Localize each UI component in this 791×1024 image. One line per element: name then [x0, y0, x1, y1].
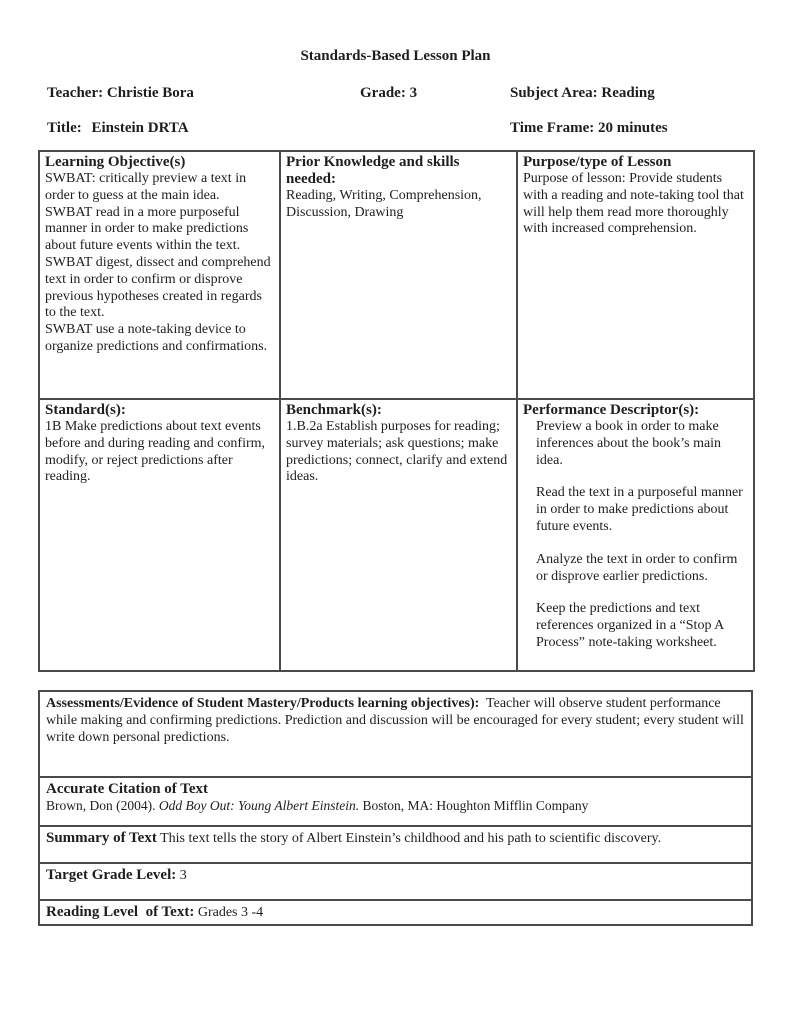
performance-descriptor-item: Read the text in a purposeful manner in order to make predictions about future events.: [536, 485, 743, 534]
time-frame-label: Time Frame:: [510, 120, 595, 136]
learning-objectives-cell: [39, 151, 280, 399]
subject-area-label: Subject Area:: [510, 85, 598, 101]
teacher-label: Teacher:: [47, 85, 104, 101]
assessments-label: Assessments/Evidence of Student Mastery/Products learning objectives):: [46, 695, 480, 711]
main-lesson-table: [38, 150, 755, 672]
info-row-2: [0, 120, 791, 135]
learning-objective-line: SWBAT use a note-taking device to organize predictions and confirmations.: [45, 322, 268, 354]
target-grade-value: 3: [176, 867, 187, 883]
summary-text: [46, 830, 745, 847]
purpose-cell: [517, 151, 754, 399]
purpose-heading: Purpose/type of Lesson: [523, 154, 672, 170]
citation-book-title: Odd Boy Out: Young Albert Einstein.: [158, 797, 360, 813]
reading-level-text: [46, 904, 745, 921]
citation-pre: Brown, Don (2004).: [46, 797, 159, 813]
reading-level-label: Reading Level of Text:: [46, 903, 195, 920]
reading-level-cell: [39, 900, 752, 925]
reading-level-value: Grades 3 -4: [194, 904, 264, 920]
grade-field: [360, 85, 417, 102]
learning-objective-line: SWBAT: critically preview a text in order to guess at the main idea.: [45, 171, 247, 203]
grade-value: 3: [409, 85, 418, 101]
learning-objectives-heading: Learning Objective(s): [45, 154, 186, 170]
table-row: [39, 863, 752, 900]
target-grade-cell: [39, 863, 752, 900]
learning-objective-line: SWBAT read in a more purposeful manner in order to make predictions about future events within the text.: [45, 204, 249, 254]
performance-descriptors-heading: Performance Descriptor(s):: [523, 402, 700, 418]
subject-area-value: Reading: [601, 85, 655, 101]
table-row: [39, 900, 752, 925]
summary-cell: [39, 826, 752, 863]
table-row: [39, 691, 752, 777]
prior-knowledge-cell: [280, 151, 517, 399]
prior-knowledge-heading: Prior Knowledge and skills needed:: [286, 154, 460, 187]
lesson-title-label: Title:: [47, 120, 82, 136]
table-row: [39, 399, 754, 671]
standards-cell: [39, 399, 280, 671]
purpose-body: Purpose of lesson: Provide students with a reading and note-taking tool that will help them read more thoroughly with increased comprehension.: [523, 171, 744, 237]
details-table: [38, 690, 753, 926]
assessments-text: [46, 695, 748, 746]
benchmarks-heading: Benchmark(s):: [286, 402, 382, 418]
target-grade-label: Target Grade Level:: [46, 866, 177, 883]
benchmarks-cell: [280, 399, 517, 671]
performance-descriptors-cell: [517, 399, 754, 671]
prior-knowledge-body: Reading, Writing, Comprehension, Discussion, Drawing: [286, 188, 482, 220]
info-row-1: [0, 85, 791, 100]
citation-post: Boston, MA: Houghton Mifflin Company: [359, 797, 589, 813]
assessments-cell: [39, 691, 752, 777]
citation-cell: [39, 777, 752, 826]
standards-body: 1B Make predictions about text events before and during reading and confirm, modify, or reject predictions after reading.: [45, 419, 266, 485]
table-row: [39, 151, 754, 399]
table-row: [39, 777, 752, 826]
teacher-field: [47, 85, 194, 102]
time-frame-field: [510, 120, 668, 137]
citation-text: [46, 798, 745, 814]
performance-descriptor-item: Analyze the text in order to confirm or disprove earlier predictions.: [536, 551, 738, 584]
target-grade-text: [46, 867, 745, 884]
lesson-title-field: [47, 120, 189, 137]
assessments-body: Teacher will observe student performance while making and confirming predictions. Prediction and discussion will be encouraged for every student; every student will write down personal predictions.: [46, 695, 748, 745]
grade-label: Grade:: [360, 85, 406, 101]
performance-descriptor-item: Keep the predictions and text references organized in a “Stop A Process” note-taking worksheet.: [536, 601, 724, 650]
lesson-title-value: Einstein DRTA: [91, 120, 189, 136]
learning-objective-line: SWBAT digest, dissect and comprehend text in order to confirm or disprove previous hypotheses created in regards to the text.: [45, 254, 271, 321]
document-title: Standards-Based Lesson Plan: [300, 48, 491, 64]
citation-heading: Accurate Citation of Text: [46, 780, 209, 797]
performance-descriptor-item: Preview a book in order to make inferences about the book’s main idea.: [536, 419, 722, 468]
time-frame-value: 20 minutes: [598, 120, 668, 136]
summary-label: Summary of Text: [46, 829, 157, 846]
table-row: [39, 826, 752, 863]
subject-area-field: [510, 85, 655, 102]
teacher-value: Christie Bora: [106, 85, 194, 101]
benchmarks-body: 1.B.2a Establish purposes for reading; survey materials; ask questions; make predictions; connect, clarify and extend ideas.: [286, 419, 508, 485]
standards-heading: Standard(s):: [45, 402, 126, 418]
summary-body: This text tells the story of Albert Einstein’s childhood and his path to scientific discovery.: [156, 830, 662, 846]
